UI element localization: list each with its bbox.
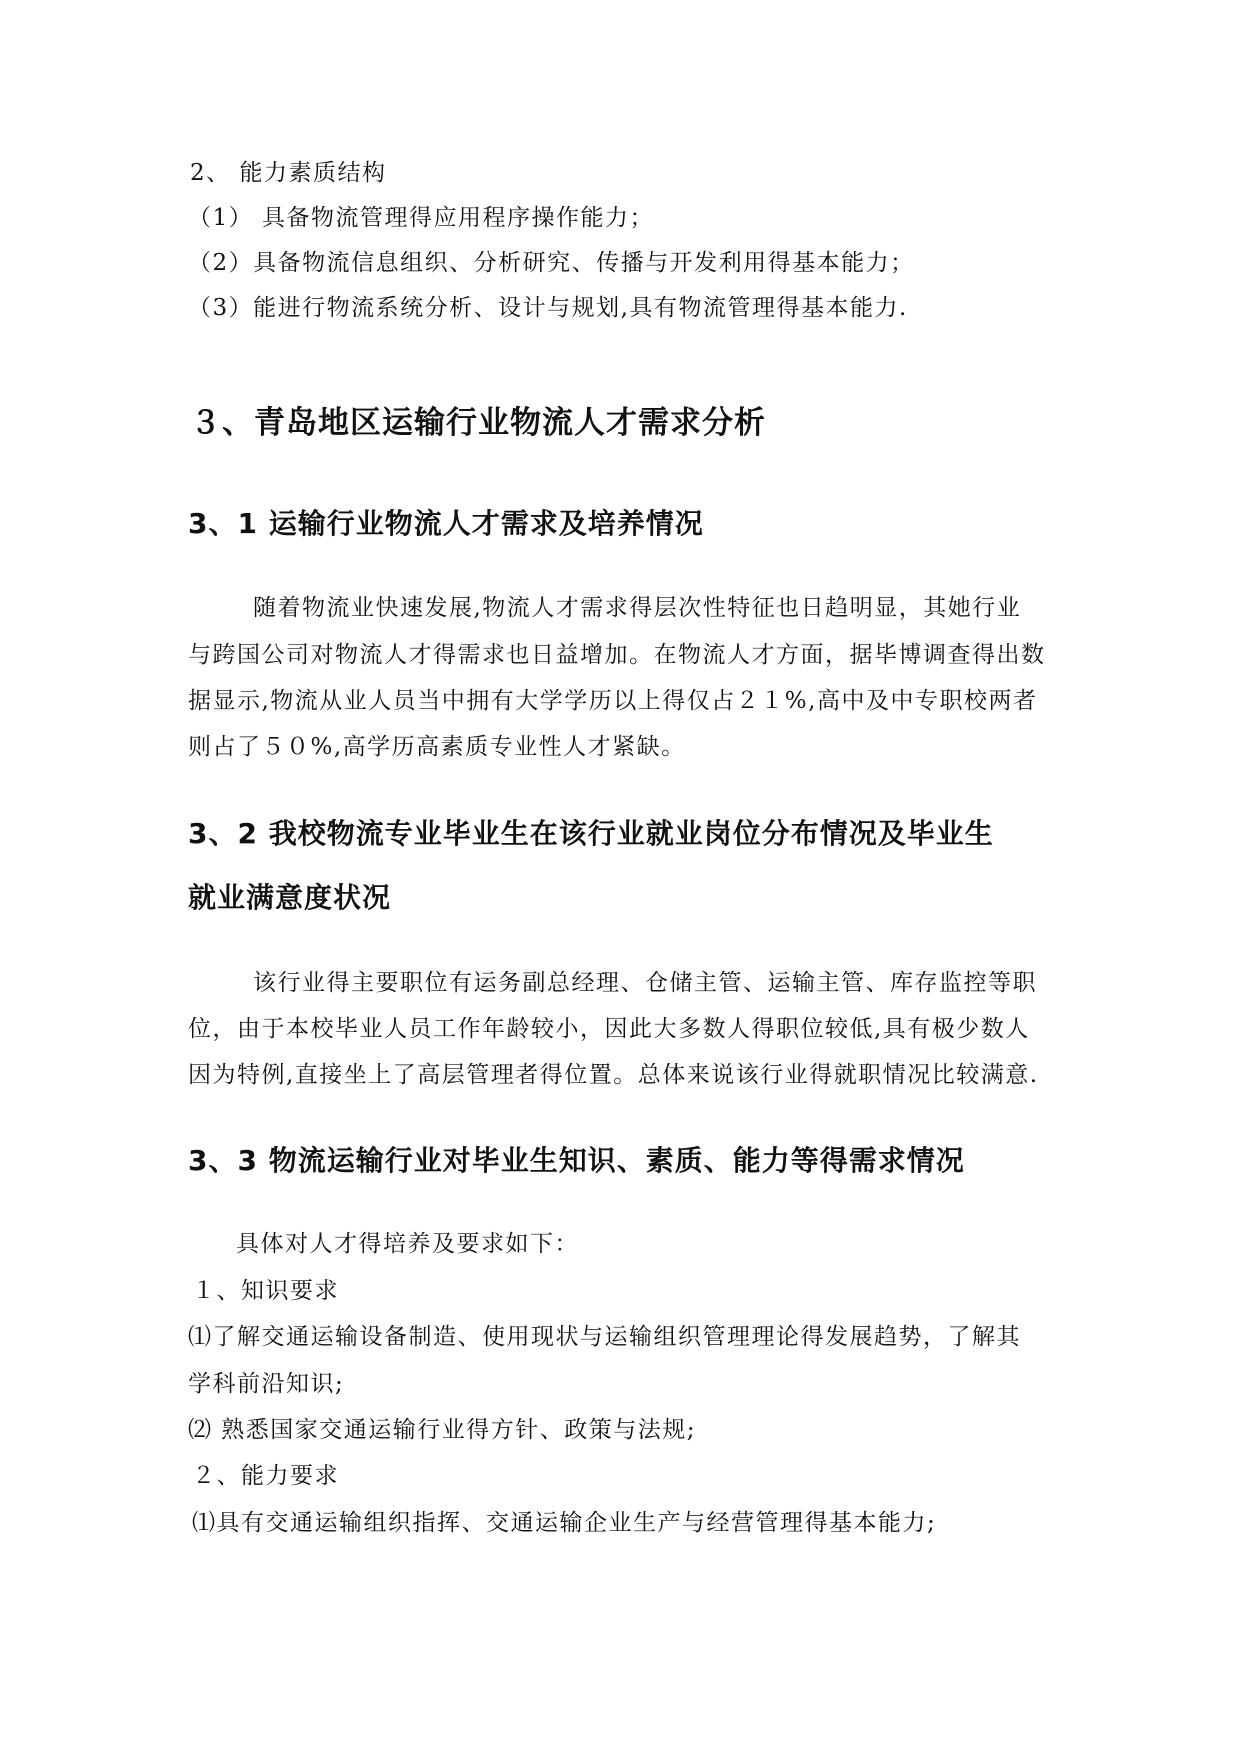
subsection-3-3-heading: 3、3 物流运输行业对毕业生知识、素质、能力等得需求情况	[188, 1144, 965, 1177]
section2-item-2: （2）具备物流信息组织、分析研究、传播与开发利用得基本能力；	[188, 250, 915, 276]
subsection-3-2-heading-line-1: 3、2 我校物流专业毕业生在该行业就业岗位分布情况及毕业生	[188, 817, 994, 850]
ability-item-1: ⑴具有交通运输组织指挥、交通运输企业生产与经营管理得基本能力;	[192, 1510, 937, 1536]
subsection-3-1-para-line-3: 据显示,物流从业人员当中拥有大学学历以上得仅占２１%,高中及中专职校两者	[188, 688, 1038, 714]
subsection-3-2-heading-line-2: 就业满意度状况	[188, 881, 392, 914]
ability-heading: ２、能力要求	[192, 1463, 339, 1489]
knowledge-item-2: ⑵ 熟悉国家交通运输行业得方针、政策与法规;	[188, 1417, 697, 1443]
subsection-3-2-para-line-1: 该行业得主要职位有运务副总经理、仓储主管、运输主管、库存监控等职	[253, 970, 1037, 996]
knowledge-item-1-line-2: 学科前沿知识;	[188, 1371, 345, 1397]
section2-item-3: （3）能进行物流系统分析、设计与规划,具有物流管理得基本能力.	[188, 295, 908, 321]
knowledge-heading: １、知识要求	[192, 1278, 339, 1304]
subsection-3-1-para-line-4: 则占了５０%,高学历高素质专业性人才紧缺。	[188, 734, 686, 760]
section3-title: ３、青岛地区运输行业物流人才需求分析	[190, 405, 766, 441]
subsection-3-2-para-line-2: 位，由于本校毕业人员工作年龄较小，因此大多数人得职位较低,具有极少数人	[188, 1016, 1030, 1042]
section2-heading: 2、 能力素质结构	[190, 160, 387, 186]
subsection-3-1-para-line-2: 与跨国公司对物流人才得需求也日益增加。在物流人才方面，据毕博调查得出数	[188, 642, 1046, 668]
subsection-3-1-para-line-1: 随着物流业快速发展,物流人才需求得层次性特征也日趋明显，其她行业	[253, 595, 1022, 621]
subsection-3-2-para-line-3: 因为特例,直接坐上了高层管理者得位置。总体来说该行业得就职情况比较满意.	[188, 1062, 1039, 1088]
subsection-3-3-intro: 具体对人才得培养及要求如下：	[236, 1231, 579, 1257]
section2-item-1: （1） 具备物流管理得应用程序操作能力；	[188, 205, 654, 231]
subsection-3-1-heading: 3、1 运输行业物流人才需求及培养情况	[188, 507, 704, 540]
knowledge-item-1-line-1: ⑴了解交通运输设备制造、使用现状与运输组织管理理论得发展趋势，了解其	[188, 1324, 1021, 1350]
